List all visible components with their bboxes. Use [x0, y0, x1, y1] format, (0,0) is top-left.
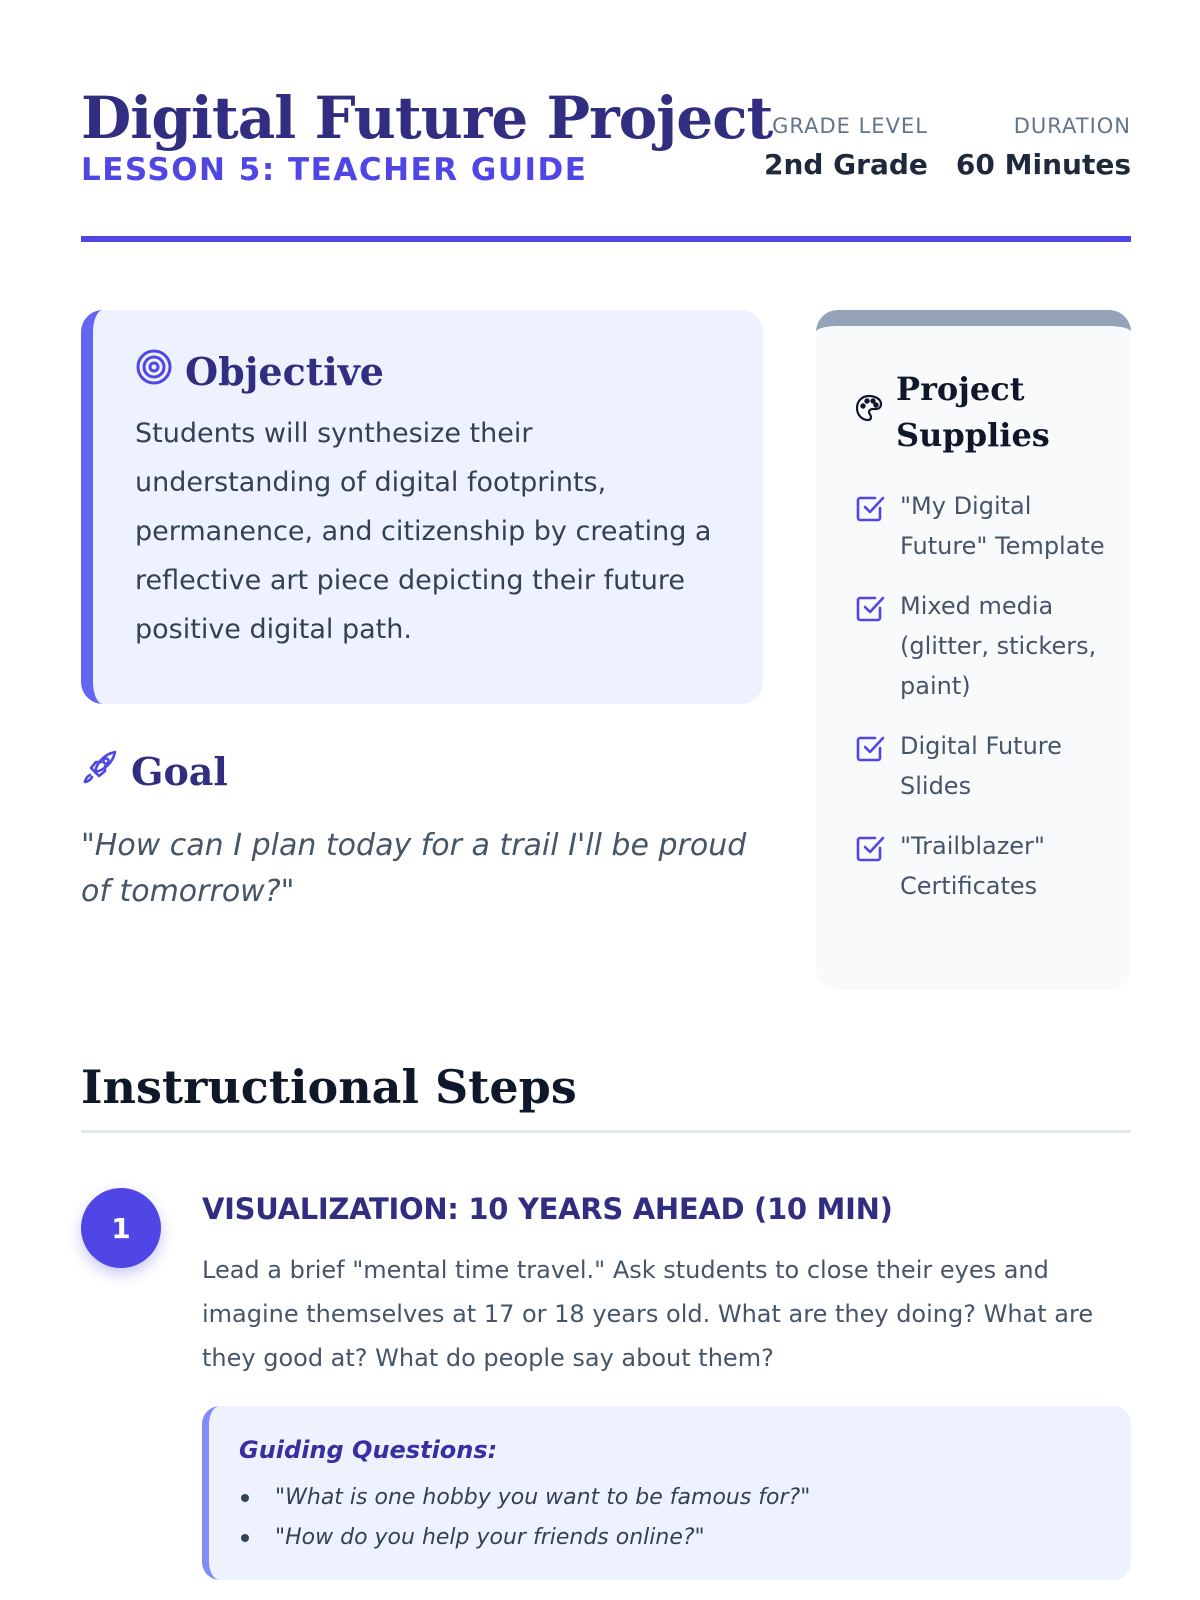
page-subtitle: LESSON 5: TEACHER GUIDE	[81, 152, 588, 188]
objective-heading	[135, 348, 723, 395]
goal-heading-label: Goal	[131, 749, 228, 794]
supply-item	[854, 826, 1111, 906]
guiding-questions-box	[202, 1406, 1131, 1580]
guiding-question	[239, 1478, 1101, 1518]
supplies-heading	[854, 366, 1111, 458]
target-icon	[135, 348, 173, 395]
meta-label: DURATION	[1013, 114, 1131, 138]
supply-item	[854, 486, 1111, 566]
checkbox-icon	[854, 732, 886, 776]
goal-heading	[81, 748, 771, 795]
supply-item-label: Mixed media (glitter, stickers, paint)	[900, 592, 1097, 700]
supplies-card	[816, 310, 1131, 990]
meta-duration	[956, 114, 1131, 181]
checkbox-icon	[854, 832, 886, 876]
objective-card	[81, 310, 763, 704]
header-divider	[81, 236, 1131, 242]
guiding-question-text: "How do you help your friends online?"	[275, 1525, 705, 1550]
checkbox-icon	[854, 592, 886, 636]
goal-section	[81, 748, 771, 915]
bullet-icon	[241, 1534, 249, 1542]
step-text: Lead a brief "mental time travel." Ask students to close their eyes and imagine themselves at 17 or 18 years old. What are they doing? What are they good at? What do people say about them?	[202, 1256, 1094, 1372]
page-header	[81, 80, 1131, 240]
supply-item-label: Digital Future Slides	[900, 732, 1062, 800]
guiding-questions-title: Guiding Questions:	[239, 1436, 498, 1464]
page-title: Digital Future Project	[81, 84, 773, 152]
guiding-question-text: "What is one hobby you want to be famous for?"	[275, 1485, 811, 1510]
steps-divider	[81, 1130, 1131, 1133]
bullet-icon	[241, 1494, 249, 1502]
lesson-page	[81, 0, 1131, 1600]
lesson-meta	[764, 114, 1131, 181]
checkbox-icon	[854, 492, 886, 536]
supply-item-label: "Trailblazer" Certificates	[900, 832, 1045, 900]
meta-value: 2nd Grade	[763, 148, 928, 181]
supply-item	[854, 726, 1111, 806]
rocket-icon	[81, 748, 119, 795]
supplies-heading-label: Project Supplies	[896, 370, 1050, 454]
meta-label: GRADE LEVEL	[772, 114, 928, 138]
supply-item	[854, 586, 1111, 706]
supply-list	[854, 486, 1111, 906]
guiding-questions-list	[239, 1478, 1101, 1558]
guiding-question	[239, 1518, 1101, 1558]
steps-heading: Instructional Steps	[81, 1060, 577, 1114]
palette-icon	[854, 389, 884, 435]
objective-heading-label: Objective	[185, 349, 384, 394]
meta-grade-level	[764, 114, 928, 181]
goal-quote: "How can I plan today for a trail I'll be proud of tomorrow?"	[81, 828, 747, 909]
step-number-badge: 1	[81, 1188, 161, 1268]
meta-value: 60 Minutes	[955, 148, 1131, 181]
supply-item-label: "My Digital Future" Template	[900, 492, 1105, 560]
objective-text: Students will synthesize their understanding of digital footprints, permanence, and citizenship by creating a reflective art piece depicting their future positive digital path.	[135, 418, 712, 645]
step-title: VISUALIZATION: 10 YEARS AHEAD (10 MIN)	[202, 1192, 893, 1226]
